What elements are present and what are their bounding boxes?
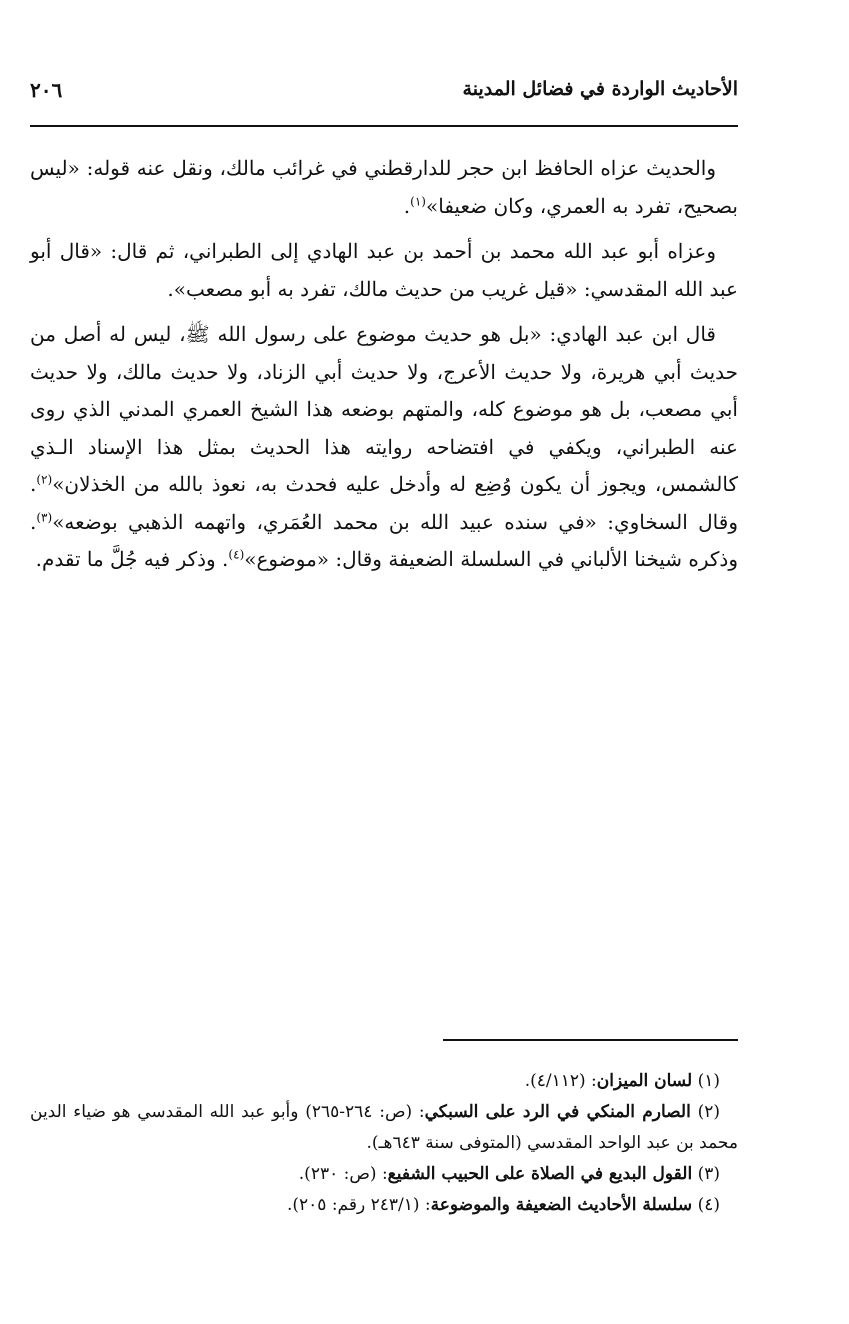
footnote-1-text: : (٤/١١٢). <box>524 1071 597 1091</box>
footnote-ref-1: (١) <box>410 193 426 208</box>
paragraph-3-seg3: . وذكره شيخنا الألباني في السلسلة الضعيفة وقال: «موضوع» <box>30 509 738 571</box>
footnote-1 <box>30 1066 738 1097</box>
footnote-1-title: لسان الميزان <box>596 1071 693 1091</box>
paragraph-2 <box>30 233 738 308</box>
footnote-4 <box>30 1190 738 1221</box>
page-number: ٢٠٦ <box>30 78 63 102</box>
footnote-ref-4: (٤) <box>228 547 245 562</box>
header-rule <box>30 125 738 127</box>
footnote-3 <box>30 1159 738 1190</box>
footnote-4-title: سلسلة الأحاديث الضعيفة والموضوعة <box>430 1195 693 1215</box>
paragraph-3-seg2: . وقال السخاوي: «في سنده عبيد الله بن محمد العُمَري، واتهمه الذهبي بوضعه» <box>30 472 738 534</box>
footnote-separator <box>443 1039 738 1041</box>
footnote-3-text: : (ص: ٢٣٠). <box>298 1164 388 1184</box>
footnote-ref-3: (٣) <box>36 509 53 524</box>
footnote-4-text: : (٢٤٣/١ رقم: ٢٠٥). <box>286 1195 431 1215</box>
running-header <box>30 78 738 112</box>
footnote-3-number: (٣) <box>697 1164 720 1184</box>
footnotes <box>30 1066 738 1221</box>
footnote-2 <box>30 1097 738 1159</box>
paragraph-1-end: . <box>403 193 411 218</box>
running-title: الأحاديث الواردة في فضائل المدينة <box>462 78 738 100</box>
main-text <box>30 150 738 587</box>
footnote-2-text: : (ص: ٢٦٤-٢٦٥) وأبو عبد الله المقدسي هو ضياء الدين محمد بن عبد الواحد المقدسي (المتوفى سنة ٦٤٣هـ). <box>30 1102 738 1153</box>
footnote-4-number: (٤) <box>697 1195 720 1215</box>
footnote-3-title: القول البديع في الصلاة على الحبيب الشفيع <box>387 1164 693 1184</box>
footnote-2-number: (٢) <box>697 1102 721 1122</box>
paragraph-2-text: وعزاه أبو عبد الله محمد بن أحمد بن عبد الهادي إلى الطبراني، ثم قال: «قال أبو عبد الله المقدسي: «قيل غريب من حديث مالك، تفرد به أبو مصعب». <box>30 239 738 301</box>
paragraph-3-seg4: . وذكر فيه جُلَّ ما تقدم. <box>35 547 229 571</box>
paragraph-3-seg1: قال ابن عبد الهادي: «بل هو حديث موضوع على رسول الله ﷺ، ليس له أصل من حديث أبي هريرة، ولا حديث الأعرج، ولا حديث أبي الزناد، ولا حديث مالك، ولا حديث أبي مصعب، بل هو موضوع كله، والمتهم بوضعه هذا الشيخ العمري المدني الذي روى عنه الطبراني، ويكفي في افتضاحه روايته هذا الحديث بمثل هذا الإسناد الـذي كالشمس، ويجوز أن يكون وُضِع له وأدخل عليه فحدث به، نعوذ بالله من الخذلان» <box>30 322 738 496</box>
paragraph-1-text: والحديث عزاه الحافظ ابن حجر للدارقطني في غرائب مالك، ونقل عنه قوله: «ليس بصحيح، تفرد به العمري، وكان ضعيفا» <box>30 156 738 218</box>
footnote-1-number: (١) <box>697 1071 720 1091</box>
paragraph-1 <box>30 150 738 225</box>
footnote-2-title: الصارم المنكي في الرد على السبكي <box>424 1102 691 1122</box>
footnote-ref-2: (٢) <box>36 472 53 487</box>
paragraph-3 <box>30 316 738 579</box>
